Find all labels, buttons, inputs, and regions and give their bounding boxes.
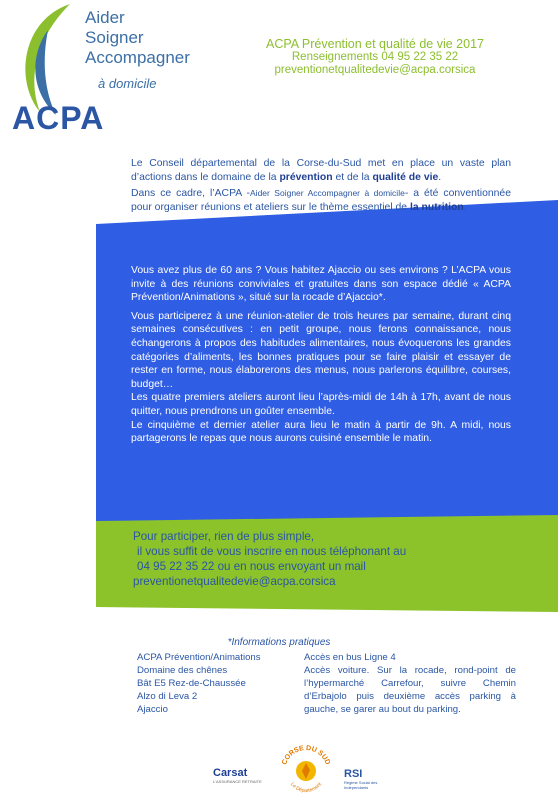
- body-paragraph-2: Vous participerez à une réunion-atelier de trois heures par semaine, durant cinq semaines consécutives : en petit groupe, nous ferons connaissance, nous échangerons à propos des habitudes alimentaires, nous évoquerons les grandes catégories d’aliments, les bonnes pratiques pour se faire plaisir et essayer de rester en forme, nous élaborerons des menus, nous parlerons équilibre, courses, budget…: [131, 310, 511, 390]
- body-paragraph-4: Le cinquième et dernier atelier aura lieu le matin à partir de 9h. A midi, nous partagerons le repas que nous aurons cuisiné ensemble le matin.: [131, 419, 511, 445]
- body-text: [131, 264, 511, 451]
- intro-p2-end: .: [463, 201, 467, 213]
- body-paragraph-1: Vous avez plus de 60 ans ? Vous habitez Ajaccio ou ses environs ? L’ACPA vous invite à des réunions conviviales et gratuites dans son espace dédié « ACPA Prévention/Animations », situé sur la rocade d’Ajaccio*.: [131, 265, 511, 304]
- intro-p2-text-2: - a été conventionnée pour organiser réunions et ateliers sur le thème essentiel de: [131, 187, 511, 213]
- cta-line-1: Pour participer, rien de plus simple,: [133, 530, 315, 543]
- header-email: preventionetqualitedevie@acpa.corsica: [274, 64, 476, 76]
- address-line: Ajaccio: [137, 704, 168, 715]
- intro-p1-text: Le Conseil départemental de la Corse-du-Sud met en place un vaste plan d’actions dans le domaine de la: [131, 158, 511, 184]
- intro-p2-text: Dans ce cadre, l’ACPA -: [131, 187, 251, 199]
- logo-tagline: [85, 8, 190, 68]
- info-access: [304, 651, 516, 716]
- address-line: ACPA Prévention/Animations: [137, 652, 261, 663]
- header-phone: Renseignements 04 95 22 35 22: [291, 51, 459, 63]
- csd-top-text: CORSE DU SUD: [281, 744, 331, 766]
- info-address: [137, 651, 297, 716]
- intro-prevention: prévention: [279, 172, 333, 184]
- access-bus: Accès en bus Ligne 4: [304, 652, 396, 663]
- header-info: [225, 38, 525, 77]
- address-line: Domaine des chênes: [137, 665, 228, 676]
- corse-du-sud-logo: [277, 743, 335, 793]
- cta-email[interactable]: preventionetqualitedevie@acpa.corsica: [133, 575, 336, 588]
- carsat-name: Carsat: [213, 767, 248, 779]
- address-line: Bât E5 Rez-de-Chaussée: [137, 678, 246, 689]
- info-title: *Informations pratiques: [227, 637, 331, 648]
- intro-p1-end: .: [438, 172, 442, 184]
- logo-line-aider: Aider: [85, 8, 125, 27]
- intro-qualite-de-vie: qualité de vie: [372, 172, 439, 184]
- logo-line-accompagner: Accompagner: [85, 48, 190, 67]
- svg-text:Le Département: [289, 781, 323, 793]
- cta-line-2: il vous suffit de vous inscrire en nous téléphonant au: [137, 545, 407, 558]
- cta-line-3: 04 95 22 35 22 ou en nous envoyant un mail: [137, 560, 366, 573]
- carsat-logo: [213, 767, 263, 792]
- rsi-logo: [344, 768, 394, 792]
- address-line: Alzo di Leva 2: [137, 691, 198, 702]
- body-paragraph-3: Les quatre premiers ateliers auront lieu l’après-midi de 14h à 17h, avant de nous quitter, nous prendrons un goûter ensemble.: [131, 392, 511, 417]
- logo-line-soigner: Soigner: [85, 28, 144, 47]
- logo-brand: ACPA: [12, 100, 105, 136]
- access-car: Accès voiture. Sur la rocade, rond-point de l’hypermarché Carrefour, suivre Chemin d’Erbajolo puis deuxième accès parking à gauche, se garer au bout du parking.: [304, 665, 516, 715]
- carsat-sub: L'ASSURANCE RETRAITE: [213, 779, 262, 784]
- rsi-sub: Régime Social des Indépendants: [344, 780, 378, 790]
- intro-nutrition: la nutrition: [409, 201, 464, 213]
- rsi-name: RSI: [344, 768, 363, 780]
- intro-tagline: Aider Soigner Accompagner à domicile: [250, 187, 405, 198]
- intro-p1-text-2: et de la: [332, 172, 373, 184]
- intro-text: [131, 157, 511, 215]
- header-title: ACPA Prévention et qualité de vie 2017: [266, 37, 484, 51]
- logo-line-domicile: à domicile: [98, 76, 157, 91]
- csd-bottom-text: Le Département: [288, 781, 324, 793]
- call-to-action: [133, 529, 533, 589]
